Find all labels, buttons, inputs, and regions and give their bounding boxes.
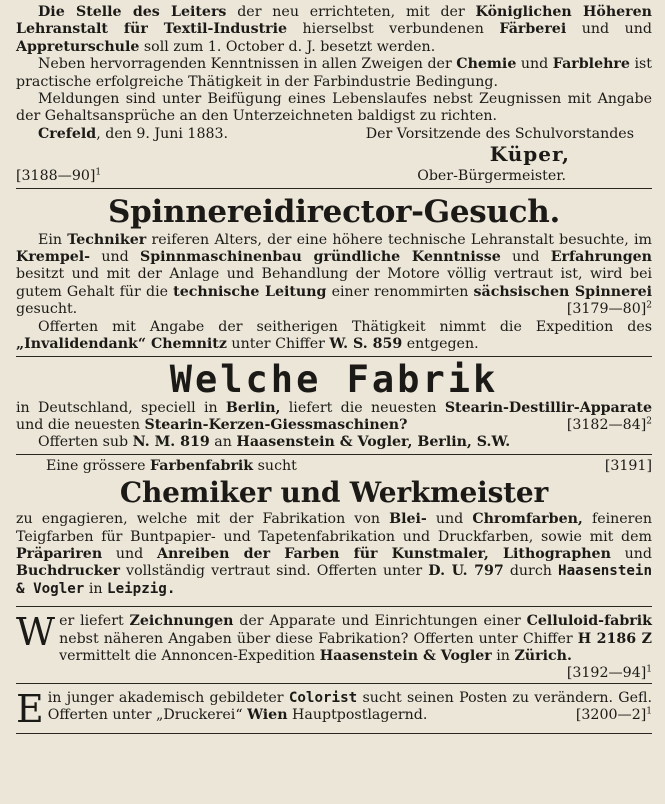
ad4-text: Buchdrucker (16, 563, 120, 580)
ad2-ref-sup: 2 (646, 300, 652, 311)
ad2-text: Offerten mit Angabe der seitherigen Thätigkeit nimmt die Expedition des (38, 318, 652, 335)
ad5-text: er liefert (59, 613, 130, 630)
ad3-heading: Welche Fabrik (169, 357, 499, 401)
ad1-paragraph-2 (16, 56, 652, 91)
divider (16, 356, 652, 357)
ad6-text: in junger akademisch gebildeter (47, 689, 289, 706)
ad-chemist-foreman (16, 458, 652, 598)
ad1-signature (16, 143, 652, 168)
ad2-text: besitzt und mit der Anlage und Behandlung der Motore völlig vertraut ist, wird bei gutem Gehalt für die (16, 266, 652, 300)
ad5-text: vermittelt die Annoncen-Expedition (59, 647, 320, 664)
ad4-text: sucht (253, 457, 297, 474)
ad2-text: W. S. 859 (329, 336, 403, 353)
ad5-text: Zürich. (514, 647, 572, 664)
ad4-intro (16, 458, 652, 475)
ad1-title: Ober-Bürgermeister. (417, 168, 566, 185)
ad3-text: liefert die neuesten (280, 399, 445, 416)
ad6-dropcap: E (16, 686, 44, 731)
ad4-text: Chromfarben, (472, 511, 583, 528)
ad2-heading: Spinnereidirector-Gesuch. (108, 193, 560, 230)
ad4-text: zu engagieren, welche mit der Fabrikation von (16, 511, 390, 528)
ad1-text: Farblehre (552, 56, 630, 73)
ad1-ref-text: [3188—90] (16, 168, 96, 185)
ad6-paragraph (16, 686, 652, 731)
ad1-ref (16, 168, 101, 185)
ad4-text: vollständig vertraut sind. Offerten unter (119, 563, 429, 580)
ad3-text: N. M. 819 (132, 434, 210, 451)
ad1-text: Appreturschule (16, 38, 140, 55)
ad2-text: reiferen Alters, der eine höhere technische Lehranstalt besuchte, im (146, 231, 653, 248)
ad4-text: Blei- (389, 511, 427, 528)
ad1-text: Färberei (499, 21, 567, 38)
ad2-text: einer renommirten (326, 283, 474, 300)
ad2-text: Ein (38, 231, 68, 248)
ad-which-factory (16, 357, 652, 452)
ad4-text: Farbenfabrik (150, 457, 254, 474)
ad1-date (38, 126, 228, 143)
ad2-ref-text: [3179—80] (566, 301, 647, 318)
ad4-intro-text (46, 458, 297, 475)
ad4-text: durch (503, 563, 559, 580)
ad1-text: Die Stelle des Leiters (38, 4, 227, 20)
ad2-paragraph-2 (16, 319, 652, 354)
divider (16, 733, 652, 734)
ad1-text: Neben hervorragenden Kenntnissen in allen Zweigen der (38, 56, 457, 73)
ad6-ref (576, 707, 652, 724)
ad1-text: und (624, 21, 652, 38)
ad1-city: Crefeld (38, 125, 97, 142)
ad4-text: Eine grössere (46, 457, 150, 474)
ad3-text: Stearin-Destillir-Apparate (444, 399, 652, 416)
ad2-text: „Invalidendank“ Chemnitz (16, 336, 227, 353)
ad1-footer (16, 168, 652, 185)
ad1-chair: Der Vorsitzende des Schulvorstandes (365, 125, 634, 142)
ad4-heading: Chemiker und Werkmeister (119, 476, 549, 510)
ad1-paragraph-1 (16, 4, 652, 56)
ad2-text: entgegen. (402, 336, 479, 353)
ad2-ref (545, 301, 652, 318)
ad1-text: Lehranstalt für Textil-Industrie (16, 21, 288, 38)
ad3-text: Berlin, (225, 399, 281, 416)
ad4-text: und (610, 545, 653, 562)
ad5-dropcap: W (16, 610, 56, 655)
ad5-ref (567, 665, 652, 682)
ad4-text: Präpariren (16, 545, 103, 562)
ad5-ref-text: [3192—94] (566, 665, 647, 682)
ad-spinning-director (16, 192, 652, 354)
ad6-text: Colorist (288, 689, 358, 706)
ad3-paragraph-1 (16, 400, 652, 435)
ad5-text: Celluloid-fabrik (526, 613, 652, 630)
ad4-text: in (84, 580, 108, 597)
ad1-signature-name: Küper, (489, 142, 570, 167)
ad4-text: feineren Teigfarben für Buntpapier- und Tapetenfabrikation und Druckfarben, sowie mit dem (16, 511, 652, 545)
ad2-text: unter Chiffer (226, 336, 330, 353)
ad3-text: und die neuesten (16, 416, 145, 433)
ad1-text: und (516, 56, 549, 73)
ad4-text: Haasenstein & Vogler (16, 563, 652, 597)
ad-textile-school (16, 4, 652, 186)
ad4-paragraph (16, 511, 652, 598)
ad1-text: soll zum 1. October d. J. besetzt werden. (139, 38, 436, 55)
ad1-text: Königlichen Höheren (475, 4, 652, 20)
ad2-text: Techniker (67, 231, 147, 248)
ad5-text: in (491, 647, 515, 664)
divider (16, 606, 652, 607)
ad3-ref-text: [3182—84] (566, 416, 647, 433)
ad5-text: Zeichnungen (129, 613, 234, 630)
ad1-text: und (566, 21, 610, 38)
ad6-ref-sup: 1 (646, 706, 652, 717)
ad3-text: in Deutschland, speciell in (16, 399, 226, 416)
ad6-text: Hauptpostlagernd. (287, 707, 428, 724)
ad3-ref-sup: 2 (646, 416, 652, 427)
ad3-text: Stearin-Kerzen-Giessmaschinen? (144, 416, 408, 433)
ad5-text: Haasenstein & Vogler (319, 647, 492, 664)
ad6-text: Wien (247, 707, 288, 724)
ad2-text: und (90, 249, 140, 266)
ad6-ref-text: [3200—2] (575, 707, 647, 724)
ad5-ref-sup: 1 (646, 664, 652, 675)
ad2-paragraph-1 (16, 232, 652, 319)
ad2-text: sächsischen Spinnerei (473, 283, 653, 300)
ad2-text: und (500, 249, 551, 266)
ad3-text: Offerten sub (38, 434, 133, 451)
newspaper-page (16, 4, 652, 737)
ad4-text: D. U. 797 (428, 563, 504, 580)
ad4-ref: [3191] (604, 457, 652, 474)
ad2-text: technische Leitung (173, 283, 327, 300)
ad1-ref-sup: 1 (95, 167, 102, 178)
ad2-text: Erfahrungen (550, 249, 652, 266)
ad4-text: und (102, 545, 157, 562)
ad5-text: der Apparate und Einrichtungen einer (233, 613, 527, 630)
ad5-paragraph (16, 610, 652, 682)
divider (16, 454, 652, 455)
ad4-text: Leipzig. (107, 580, 176, 597)
ad3-text: Haasenstein & Vogler, Berlin, S.W. (236, 434, 511, 451)
ad-colorist (16, 686, 652, 731)
ad3-paragraph-2 (16, 434, 652, 451)
ad2-text: Spinnmaschinenbau gründliche Kenntnisse (139, 249, 501, 266)
ad5-text: nebst näheren Angaben über diese Fabrikation? Offerten unter Chiffer (59, 630, 578, 647)
ad1-text: hierselbst verbundenen (287, 21, 500, 38)
ad-celluloid (16, 610, 652, 682)
ad1-paragraph-3: Meldungen sind unter Beifügung eines Lebenslaufes nebst Zeugnissen mit Angabe der Gehaltsansprüche an den Unterzeichneten baldigst zu richten. (16, 91, 652, 125)
divider (16, 188, 652, 189)
ad1-text: der neu errichteten, mit der (226, 4, 476, 20)
ad6-text: sucht seinen Posten zu verändern. Gefl. Offerten unter „Druckerei“ (47, 689, 652, 724)
ad5-text: H 2186 Z (577, 630, 652, 647)
ad2-text: Krempel- (16, 249, 91, 266)
ad3-text: an (209, 434, 237, 451)
ad4-text: und (426, 511, 473, 528)
ad1-text: ist practische erfolgreiche Thätigkeit in der Farbindustrie Bedingung. (16, 56, 652, 90)
ad4-text: Anreiben der Farben für Kunstmaler, Lithographen (156, 545, 611, 562)
divider (16, 683, 652, 684)
ad2-text: gesucht. (16, 301, 78, 318)
ad1-date-line (16, 126, 652, 143)
ad3-ref (567, 417, 652, 434)
ad1-text: Chemie (456, 56, 517, 73)
ad1-date-text: , den 9. Juni 1883. (96, 125, 229, 142)
